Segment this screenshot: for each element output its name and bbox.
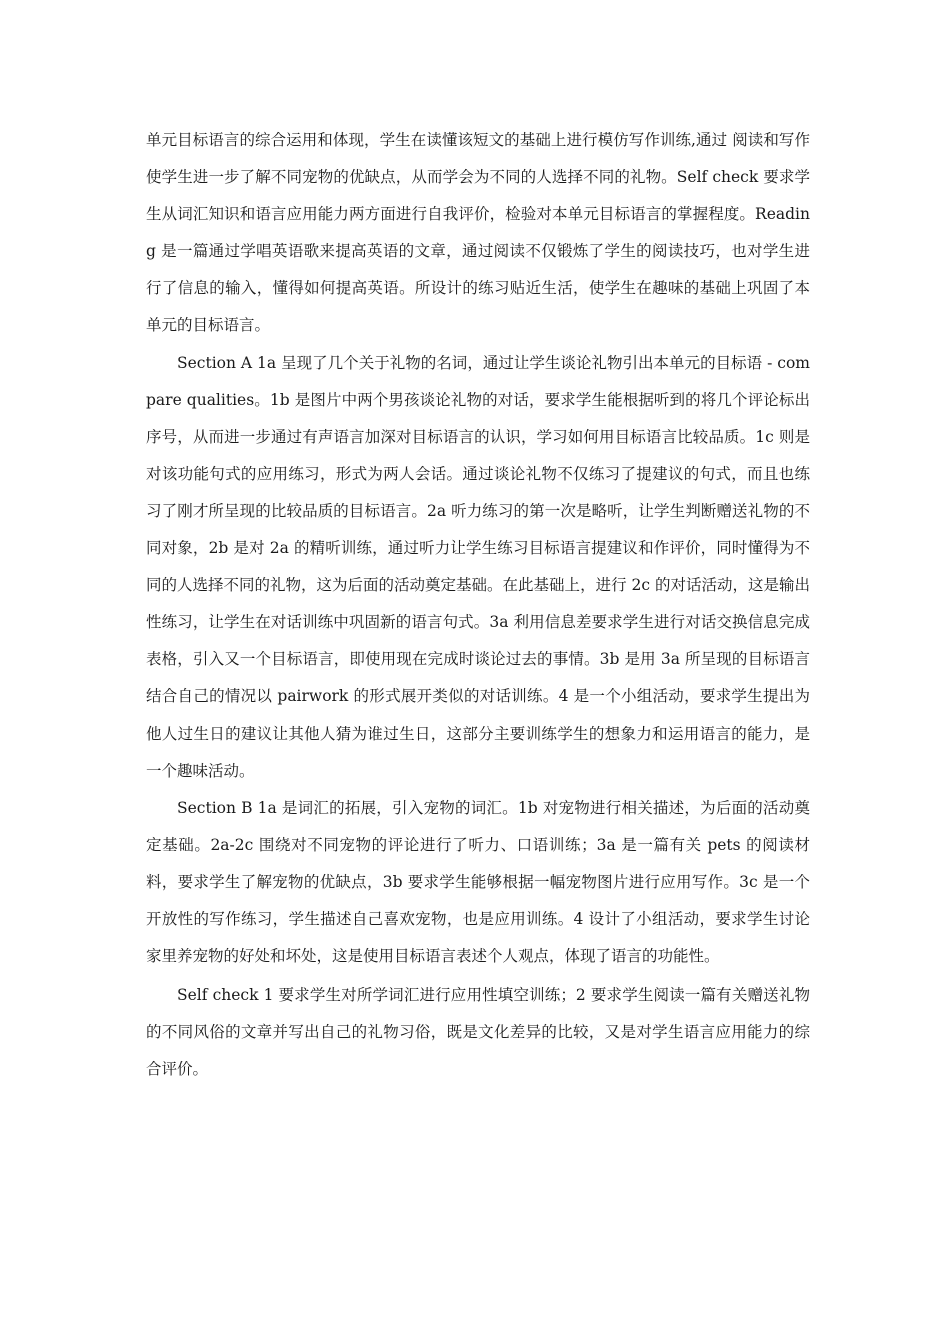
paragraph-self-check: Self check 1 要求学生对所学词汇进行应用性填空训练；2 要求学生阅读一篇有关赠送礼物的不同风俗的文章并写出自己的礼物习俗，既是文化差异的比较，又是对学生语言应用能力的综合评价。 (146, 986, 810, 1079)
paragraph-section-b: Section B 1a 是词汇的拓展，引入宠物的词汇。1b 对宠物进行相关描述，为后面的活动奠定基础。2a-2c 围绕对不同宠物的评论进行了听力、口语训练；3a 是一篇有关 pets 的阅读材料，要求学生了解宠物的优缺点，3b 要求学生能够根据一幅宠物图片进行应用写作。3c 是一个开放性的写作练习，学生描述自己喜欢宠物，也是应用训练。4 设计了小组活动，要求学生讨论家里养宠物的好处和坏处，这是使用目标语言表述个人观点，体现了语言的功能性。 (146, 798, 810, 966)
paragraph-1: 单元目标语言的综合运用和体现，学生在读懂该短文的基础上进行模仿写作训练,通过 阅读和写作使学生进一步了解不同宠物的优缺点，从而学会为不同的人选择不同的礼物。Self check 要求学生从词汇知识和语言应用能力两方面进行自我评价，检验对本单元目标语言的掌握程度。Reading 是一篇通过学唱英语歌来提高英语的文章，通过阅读不仅锻炼了学生的阅读技巧，也对学生进行了信息的输入，懂得如何提高英语。所设计的练习贴近生活，使学生在趣味的基础上巩固了本单元的目标语言。 (146, 131, 810, 335)
paragraph-section-a: Section A 1a 呈现了几个关于礼物的名词，通过让学生谈论礼物引出本单元的目标语 - compare qualities。1b 是图片中两个男孩谈论礼物的对话，要求学生能根据听到的将几个评论标出序号，从而进一步通过有声语言加深对目标语言的认识，学习如何用目标语言比较品质。1c 则是对该功能句式的应用练习，形式为两人会话。通过谈论礼物不仅练习了提建议的句式，而且也练习了刚才所呈现的比较品质的目标语言。2a 听力练习的第一次是略听，让学生判断赠送礼物的不同对象，2b 是对 2a 的精听训练，通过听力让学生练习目标语言提建议和作评价，同时懂得为不同的人选择不同的礼物，这为后面的活动奠定基础。在此基础上，进行 2c 的对话活动，这是输出性练习，让学生在对话训练中巩固新的语言句式。3a 利用信息差要求学生进行对话交换信息完成表格，引入又一个目标语言，即使用现在完成时谈论过去的事情。3b 是用 3a 所呈现的目标语言结合自己的情况以 pairwork 的形式展开类似的对话训练。4 是一个小组活动，要求学生提出为他人过生日的建议让其他人猜为谁过生日，这部分主要训练学生的想象力和运用语言的能力，是一个趣味活动。 (146, 353, 810, 780)
body-text (146, 122, 810, 1088)
